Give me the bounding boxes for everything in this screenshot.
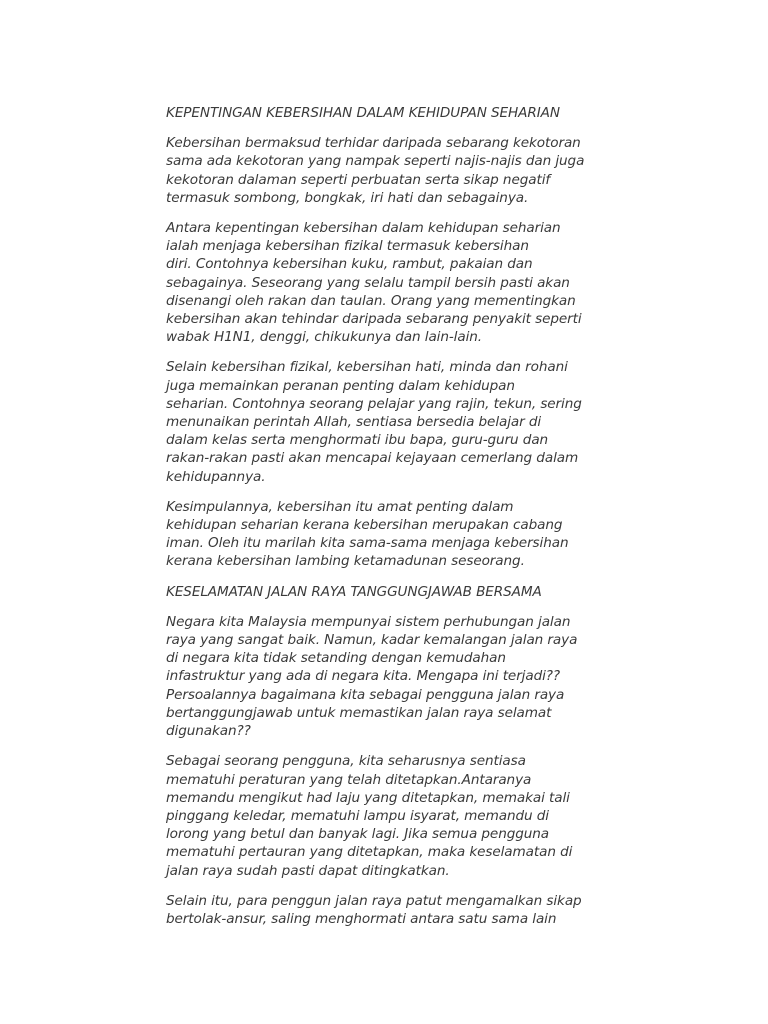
text-line: jalan raya sudah pasti dapat ditingkatkan. xyxy=(166,862,450,879)
paragraph-kesimpulan xyxy=(166,498,606,571)
text-line: juga memainkan peranan penting dalam kehidupan xyxy=(166,377,515,394)
paragraph-sistem-jalan-raya xyxy=(166,613,606,740)
text-line: menunaikan perintah Allah, sentiasa bersedia belajar di xyxy=(166,414,542,431)
text-line: seharian. Contohnya seorang pelajar yang rajin, tekun, sering xyxy=(166,395,582,412)
text-line: sebagainya. Seseorang yang selalu tampil bersih pasti akan xyxy=(166,274,570,291)
text-line: Sebagai seorang pengguna, kita seharusnya sentiasa xyxy=(166,753,526,770)
text-line: pinggang keledar, mematuhi lampu isyarat, memandu di xyxy=(166,807,549,824)
paragraph-peraturan xyxy=(166,752,606,879)
paragraph-kebersihan-fizikal xyxy=(166,219,606,346)
text-line: wabak H1N1, denggi, chikukunya dan lain-lain. xyxy=(166,329,482,346)
paragraph-sikap-bertolak-ansur xyxy=(166,892,606,928)
text-line: ialah menjaga kebersihan fizikal termasuk kebersihan xyxy=(166,238,529,255)
text-line: mematuhi peraturan yang telah ditetapkan.Antaranya xyxy=(166,771,532,788)
paragraph-definisi-kebersihan xyxy=(166,134,606,207)
text-line: termasuk sombong, bongkak, iri hati dan sebagainya. xyxy=(166,189,529,206)
text-line: kekotoran dalaman seperti perbuatan serta sikap negatif xyxy=(166,171,551,188)
text-line: dalam kelas serta menghormati ibu bapa, guru-guru dan xyxy=(166,432,549,449)
text-line: Antara kepentingan kebersihan dalam kehidupan seharian xyxy=(166,220,561,237)
text-line: memandu mengikut had laju yang ditetapkan, memakai tali xyxy=(166,789,570,806)
text-line: digunakan?? xyxy=(166,723,251,740)
section-title-kebersihan: KEPENTINGAN KEBERSIHAN DALAM KEHIDUPAN SEHARIAN xyxy=(166,105,560,121)
paragraph-kebersihan-hati xyxy=(166,358,606,485)
text-line: kehidupan seharian kerana kebersihan merupakan cabang xyxy=(166,517,563,534)
text-line: diri. Contohnya kebersihan kuku, rambut, pakaian dan xyxy=(166,256,533,273)
text-line: Kesimpulannya, kebersihan itu amat penting dalam xyxy=(166,498,514,515)
text-line: disenangi oleh rakan dan taulan. Orang yang mementingkan xyxy=(166,292,576,309)
text-line: Negara kita Malaysia mempunyai sistem perhubungan jalan xyxy=(166,613,571,630)
text-line: Persoalannya bagaimana kita sebagai pengguna jalan raya xyxy=(166,686,565,703)
document-page xyxy=(166,104,606,940)
text-line: bertolak-ansur, saling menghormati antara satu sama lain xyxy=(166,910,557,927)
text-line: Selain itu, para penggun jalan raya patut mengamalkan sikap xyxy=(166,892,582,909)
text-line: Selain kebersihan fizikal, kebersihan hati, minda dan rohani xyxy=(166,359,568,376)
text-line: infastruktur yang ada di negara kita. Mengapa ini terjadi?? xyxy=(166,668,561,685)
text-line: sama ada kekotoran yang nampak seperti najis-najis dan juga xyxy=(166,153,585,170)
text-line: Kebersihan bermaksud terhidar daripada sebarang kekotoran xyxy=(166,135,581,152)
text-line: kehidupannya. xyxy=(166,468,266,485)
text-line: mematuhi pertauran yang ditetapkan, maka keselamatan di xyxy=(166,844,573,861)
text-line: bertanggungjawab untuk memastikan jalan raya selamat xyxy=(166,704,552,721)
section-title-keselamatan: KESELAMATAN JALAN RAYA TANGGUNGJAWAB BERSAMA xyxy=(166,583,542,600)
text-line: rakan-rakan pasti akan mencapai kejayaan cemerlang dalam xyxy=(166,450,579,467)
text-line: raya yang sangat baik. Namun, kadar kemalangan jalan raya xyxy=(166,632,578,649)
text-line: lorong yang betul dan banyak lagi. Jika semua pengguna xyxy=(166,826,550,843)
text-line: iman. Oleh itu marilah kita sama-sama menjaga kebersihan xyxy=(166,535,569,552)
text-line: kerana kebersihan lambing ketamadunan seseorang. xyxy=(166,553,525,570)
text-line: di negara kita tidak setanding dengan kemudahan xyxy=(166,650,506,667)
text-line: kebersihan akan tehindar daripada sebarang penyakit seperti xyxy=(166,311,582,328)
